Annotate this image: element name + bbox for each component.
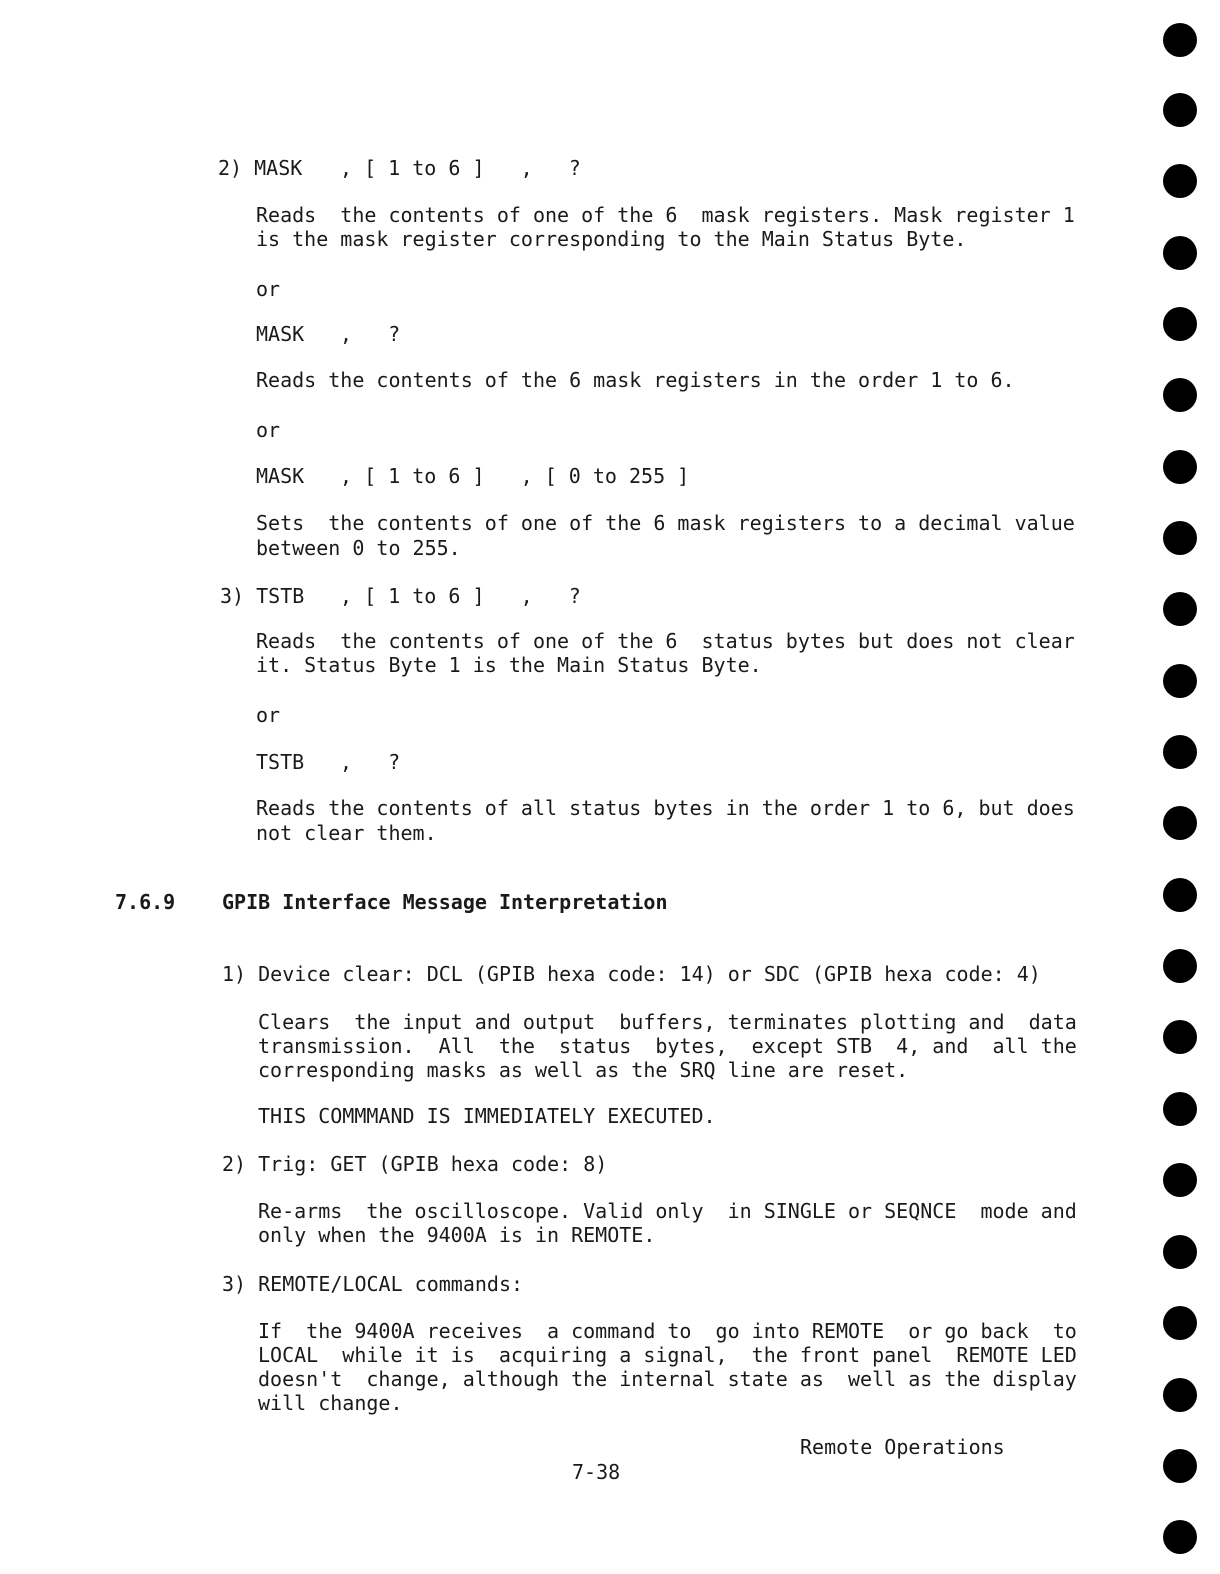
punch-hole-icon: [1163, 23, 1197, 57]
footer-page-number: 7-38: [572, 1460, 621, 1484]
gpib-item-remote-local-desc-line3: doesn't change, although the internal state as well as the display: [258, 1367, 1077, 1391]
punch-hole-icon: [1163, 164, 1197, 198]
punch-hole-icon: [1163, 1306, 1197, 1340]
gpib-item-remote-local-title: 3) REMOTE/LOCAL commands:: [222, 1272, 524, 1296]
mask-all-args: , ?: [340, 322, 401, 346]
punch-hole-icon: [1163, 450, 1197, 484]
footer-chapter-title: Remote Operations: [800, 1435, 1005, 1459]
section-number: 7.6.9: [115, 890, 176, 914]
gpib-item-trig-desc-line2: only when the 9400A is in REMOTE.: [258, 1223, 656, 1247]
punch-hole-icon: [1163, 592, 1197, 626]
punch-hole-icon: [1163, 1520, 1197, 1554]
gpib-item-device-clear-desc-line3: corresponding masks as well as the SRQ line are reset.: [258, 1058, 909, 1082]
item-mask-query-desc-line2: is the mask register corresponding to the Main Status Byte.: [256, 227, 967, 251]
punch-hole-icon: [1163, 806, 1197, 840]
or-separator: or: [256, 277, 281, 301]
mask-set-desc-line2: between 0 to 255.: [256, 536, 461, 560]
gpib-item-trig-desc-line1: Re-arms the oscilloscope. Valid only in SINGLE or SEQNCE mode and: [258, 1199, 1077, 1223]
punch-hole-icon: [1163, 93, 1197, 127]
binder-holes: [1163, 0, 1203, 1574]
gpib-item-device-clear-desc-line1: Clears the input and output buffers, terminates plotting and data: [258, 1010, 1077, 1034]
gpib-item-remote-local-desc-line4: will change.: [258, 1391, 403, 1415]
item-tstb-query-desc-line1: Reads the contents of one of the 6 status bytes but does not clear: [256, 629, 1075, 653]
mask-set-desc-line1: Sets the contents of one of the 6 mask registers to a decimal value: [256, 511, 1075, 535]
punch-hole-icon: [1163, 1378, 1197, 1412]
punch-hole-icon: [1163, 735, 1197, 769]
punch-hole-icon: [1163, 521, 1197, 555]
tstb-all-desc-line2: not clear them.: [256, 821, 437, 845]
punch-hole-icon: [1163, 949, 1197, 983]
tstb-all-args: , ?: [340, 750, 401, 774]
item-mask-query-args: , [ 1 to 6 ] , ?: [340, 156, 581, 180]
punch-hole-icon: [1163, 378, 1197, 412]
or-separator: or: [256, 703, 281, 727]
tstb-all-command: TSTB: [256, 750, 305, 774]
mask-all-command: MASK: [256, 322, 305, 346]
mask-set-command: MASK: [256, 464, 305, 488]
gpib-item-remote-local-desc-line2: LOCAL while it is acquiring a signal, the front panel REMOTE LED: [258, 1343, 1077, 1367]
gpib-item-remote-local-desc-line1: If the 9400A receives a command to go into REMOTE or go back to: [258, 1319, 1077, 1343]
punch-hole-icon: [1163, 1449, 1197, 1483]
section-title: GPIB Interface Message Interpretation: [222, 890, 668, 914]
gpib-item-device-clear-desc-line2: transmission. All the status bytes, except STB 4, and all the: [258, 1034, 1077, 1058]
item-mask-query-command: 2) MASK: [218, 156, 303, 180]
mask-set-args: , [ 1 to 6 ] , [ 0 to 255 ]: [340, 464, 690, 488]
punch-hole-icon: [1163, 307, 1197, 341]
punch-hole-icon: [1163, 236, 1197, 270]
punch-hole-icon: [1163, 1092, 1197, 1126]
gpib-item-trig-title: 2) Trig: GET (GPIB hexa code: 8): [222, 1152, 608, 1176]
item-tstb-query-command: 3) TSTB: [220, 584, 305, 608]
gpib-item-device-clear-title: 1) Device clear: DCL (GPIB hexa code: 14) or SDC (GPIB hexa code: 4): [222, 962, 1041, 986]
punch-hole-icon: [1163, 1235, 1197, 1269]
item-tstb-query-desc-line2: it. Status Byte 1 is the Main Status Byte.: [256, 653, 762, 677]
item-tstb-query-args: , [ 1 to 6 ] , ?: [340, 584, 581, 608]
punch-hole-icon: [1163, 664, 1197, 698]
punch-hole-icon: [1163, 1163, 1197, 1197]
mask-all-desc: Reads the contents of the 6 mask registers in the order 1 to 6.: [256, 368, 1015, 392]
gpib-item-device-clear-note: THIS COMMMAND IS IMMEDIATELY EXECUTED.: [258, 1104, 716, 1128]
tstb-all-desc-line1: Reads the contents of all status bytes in the order 1 to 6, but does: [256, 796, 1075, 820]
or-separator: or: [256, 418, 281, 442]
punch-hole-icon: [1163, 878, 1197, 912]
punch-hole-icon: [1163, 1020, 1197, 1054]
item-mask-query-desc-line1: Reads the contents of one of the 6 mask registers. Mask register 1: [256, 203, 1075, 227]
